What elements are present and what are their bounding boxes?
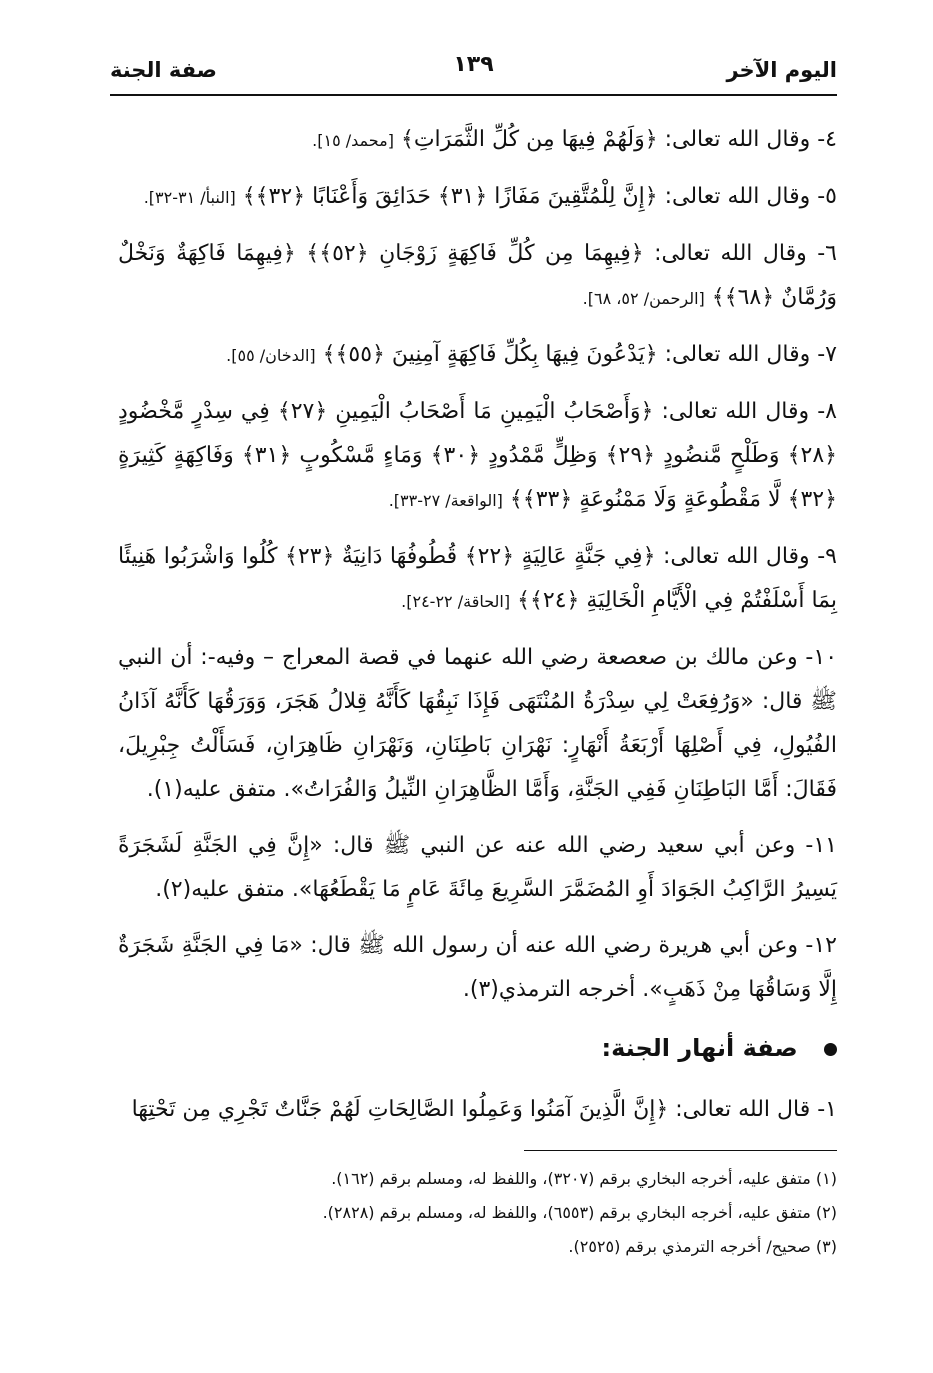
verse-reference: [الحاقة/ ٢٢-٢٤]. xyxy=(401,592,511,611)
footnote: (٣) صحيح/ أخرجه الترمذي برقم (٢٥٢٥). xyxy=(568,1237,837,1256)
list-item xyxy=(118,535,837,624)
quran-verse: ﴿وَأَصْحَابُ الْيَمِينِ مَا أَصْحَابُ الْيَمِينِ ﴿٢٧﴾ فِي سِدْرٍ مَّخْضُودٍ ﴿٢٨﴾ وَطَلْحٍ مَّنضُودٍ ﴿٢٩﴾ وَظِلٍّ مَّمْدُودٍ ﴿٣٠﴾ وَمَاءٍ مَّسْكُوبٍ ﴿٣١﴾ وَفَاكِهَةٍ كَثِيرَةٍ ﴿٣٢﴾ لَّا مَقْطُوعَةٍ وَلَا مَمْنُوعَةٍ ﴿٣٣﴾﴾ xyxy=(118,399,838,512)
list-item xyxy=(118,1088,837,1132)
page-number: ١٣٩ xyxy=(453,52,494,77)
list-item xyxy=(118,118,837,163)
list-item xyxy=(118,824,837,912)
item-intro: وقال الله تعالى: xyxy=(663,544,810,569)
item-number: ١١- xyxy=(805,833,837,858)
footnotes xyxy=(118,1162,837,1264)
item-number: ١٠- xyxy=(805,645,838,670)
quran-verse: ﴿فِي جَنَّةٍ عَالِيَةٍ ﴿٢٢﴾ قُطُوفُهَا دَانِيَةٌ ﴿٢٣﴾ كُلُوا وَاشْرَبُوا هَنِيئًا بِمَا أَسْلَفْتُمْ فِي الْأَيَّامِ الْخَالِيَةِ ﴿٢٤﴾﴾ xyxy=(118,544,837,613)
quran-verse: ﴿إِنَّ لِلْمُتَّقِينَ مَفَازًا ﴿٣١﴾ حَدَائِقَ وَأَعْنَابًا ﴿٣٢﴾﴾ xyxy=(242,184,658,209)
footnote: (٢) متفق عليه، أخرجه البخاري برقم (٦٥٥٣)، واللفظ له، ومسلم برقم (٢٨٢٨). xyxy=(322,1203,837,1222)
section-heading-text: صفة أنهار الجنة: xyxy=(601,1034,798,1062)
page-header xyxy=(110,52,837,96)
item-number: ٦- xyxy=(817,241,837,266)
quran-verse: ﴿فِيهِمَا مِن كُلِّ فَاكِهَةٍ زَوْجَانِ ﴿٥٢﴾﴾ ﴿فِيهِمَا فَاكِهَةٌ وَنَخْلٌ وَرُمَّانٌ ﴿٦٨﴾﴾ xyxy=(118,241,837,310)
verse-reference: [الرحمن/ ٥٢، ٦٨]. xyxy=(582,289,705,308)
item-number: ١٢- xyxy=(805,933,837,958)
list-item xyxy=(118,232,837,321)
item-intro: وقال الله تعالى: xyxy=(664,342,811,367)
item-number: ٧- xyxy=(817,342,837,367)
item-number: ٩- xyxy=(817,544,837,569)
item-intro: قال الله تعالى: xyxy=(675,1097,811,1122)
item-intro: وقال الله تعالى: xyxy=(661,399,810,424)
verse-reference: [الواقعة/ ٢٧-٣٣]. xyxy=(388,491,503,510)
section-title: صفة الجنة xyxy=(110,58,217,82)
list-item xyxy=(118,175,837,220)
item-number: ٤- xyxy=(817,127,837,152)
verse-reference: [النبأ/ ٣١-٣٢]. xyxy=(143,188,236,207)
header-divider xyxy=(110,94,837,96)
footnote: (١) متفق عليه، أخرجه البخاري برقم (٣٢٠٧)، واللفظ له، ومسلم برقم (١٦٢). xyxy=(331,1169,837,1188)
hadith-text: وعن مالك بن صعصعة رضي الله عنهما في قصة المعراج – وفيه-: أن النبي ﷺ قال: «وَرُفِعَتْ لِي سِدْرَةُ المُنْتَهَى فَإِذَا نَبِقُهَا كَأَنَّهُ قِلالُ هَجَرَ، وَوَرَقُهَا كَأَنَّهُ آذَانُ الفُيُولِ، فِي أَصْلِهَا أَرْبَعَةُ أَنْهَارٍ: نَهْرَانِ بَاطِنَانِ، وَنَهْرَانِ ظَاهِرَانِ، فَسَأَلْتُ جِبْرِيلَ، فَقَالَ: أَمَّا البَاطِنَانِ فَفِي الجَنَّةِ، وَأَمَّا الظَّاهِرَانِ النِّيلُ وَالفُرَاتُ». متفق عليه(١). xyxy=(118,645,837,802)
item-number: ٨- xyxy=(817,399,837,424)
bullet-icon xyxy=(824,1043,837,1056)
footnote-divider xyxy=(524,1150,837,1151)
hadith-text: وعن أبي هريرة رضي الله عنه أن رسول الله ﷺ قال: «مَا فِي الجَنَّةِ شَجَرَةٌ إِلَّا وَسَاقُهَا مِنْ ذَهَبٍ». أخرجه الترمذي(٣). xyxy=(118,933,837,1002)
list-item xyxy=(118,390,837,523)
list-item xyxy=(118,636,837,812)
list-item xyxy=(118,924,837,1012)
hadith-text: وعن أبي سعيد رضي الله عنه عن النبي ﷺ قال: «إِنَّ فِي الجَنَّةِ لَشَجَرَةً يَسِيرُ الرَّاكِبُ الجَوَادَ أَوِ المُضَمَّرَ السَّرِيعَ مِائَةَ عَامٍ مَا يَقْطَعُهَا». متفق عليه(٢). xyxy=(118,833,837,902)
page-content xyxy=(118,118,837,1144)
section-heading xyxy=(118,1026,837,1070)
item-intro: وقال الله تعالى: xyxy=(664,127,811,152)
quran-verse: ﴿وَلَهُمْ فِيهَا مِن كُلِّ الثَّمَرَاتِ﴾ xyxy=(400,127,658,152)
item-number: ١- xyxy=(817,1097,837,1122)
verse-reference: [محمد/ ١٥]. xyxy=(312,131,394,150)
item-number: ٥- xyxy=(817,184,837,209)
item-intro: وقال الله تعالى: xyxy=(654,241,807,266)
quran-verse: ﴿إِنَّ الَّذِينَ آمَنُوا وَعَمِلُوا الصَّالِحَاتِ لَهُمْ جَنَّاتٌ تَجْرِي مِن تَحْتِهَا xyxy=(131,1097,669,1122)
chapter-title: اليوم الآخر xyxy=(726,58,837,82)
item-intro: وقال الله تعالى: xyxy=(664,184,811,209)
verse-reference: [الدخان/ ٥٥]. xyxy=(226,346,316,365)
quran-verse: ﴿يَدْعُونَ فِيهَا بِكُلِّ فَاكِهَةٍ آمِنِينَ ﴿٥٥﴾﴾ xyxy=(322,342,658,367)
list-item xyxy=(118,333,837,378)
